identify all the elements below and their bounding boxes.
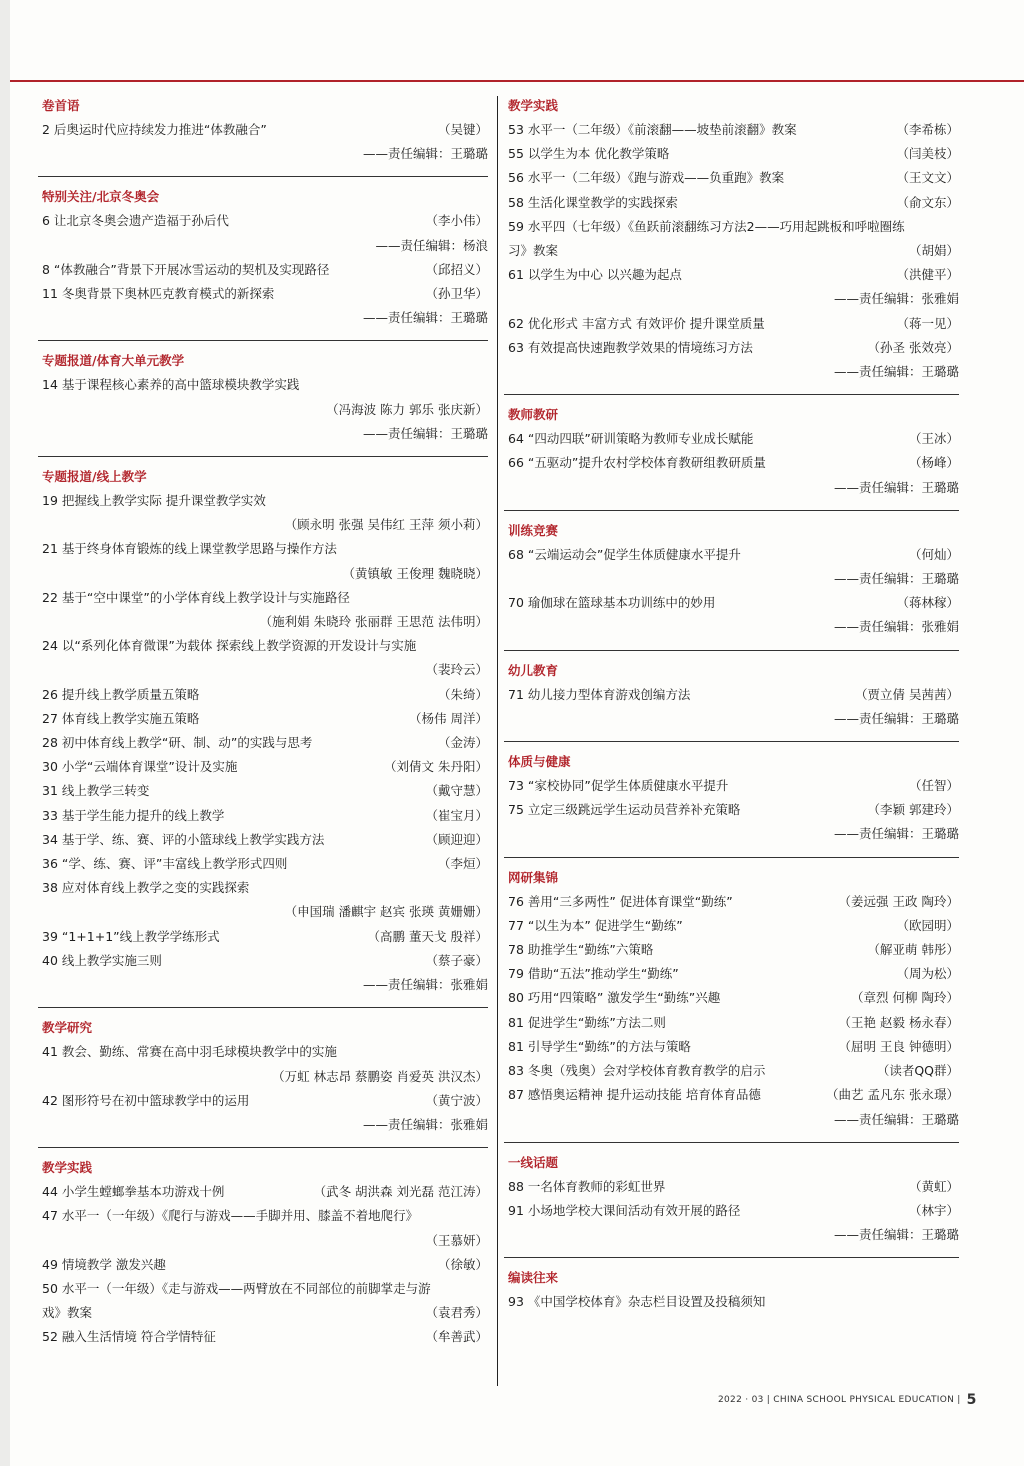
article-authors: （洪健平） bbox=[896, 267, 959, 283]
toc-entry bbox=[38, 683, 488, 707]
section-title: 教师教研 bbox=[508, 407, 559, 423]
toc-entry bbox=[38, 373, 488, 397]
section-divider bbox=[38, 340, 488, 341]
article-authors: （吴键） bbox=[437, 122, 488, 137]
article-authors: （崔宝月） bbox=[425, 807, 488, 823]
toc-section bbox=[504, 1142, 959, 1248]
article-title: 71 幼儿接力型体育游戏创编方法 bbox=[508, 686, 691, 702]
responsible-editor: ——责任编辑：王璐璐 bbox=[833, 1227, 959, 1243]
article-title: 62 优化形式 丰富方式 有效评价 提升课堂质量 bbox=[508, 315, 765, 331]
toc-entry bbox=[504, 1175, 959, 1199]
article-authors: （胡娟） bbox=[908, 243, 959, 259]
article-authors: （王慕妍） bbox=[425, 1232, 488, 1248]
toc-right-column bbox=[504, 96, 959, 1325]
toc-entry bbox=[38, 876, 488, 900]
article-title: 6 让北京冬奥会遗产造福于孙后代 bbox=[42, 213, 229, 229]
article-title: 68 “云端运动会”促学生体质健康水平提升 bbox=[508, 546, 741, 562]
toc-entry bbox=[38, 828, 488, 852]
toc-entry bbox=[504, 239, 959, 263]
section-divider bbox=[504, 857, 959, 858]
article-authors: （王艳 赵毅 杨永春） bbox=[838, 1014, 959, 1030]
header-red-rule bbox=[10, 80, 1024, 82]
page-footer bbox=[718, 1392, 977, 1408]
toc-entry bbox=[38, 1277, 488, 1301]
toc-section bbox=[38, 176, 488, 330]
article-authors: （欧园明） bbox=[896, 917, 959, 933]
article-title: 36 “学、练、赛、评”丰富线上教学形式四则 bbox=[42, 856, 288, 872]
article-title: 56 水平一（二年级）《跑与游戏——负重跑》教案 bbox=[508, 170, 785, 186]
footer-issue: 2022 · 03 | CHINA SCHOOL PHYSICAL EDUCATION | bbox=[718, 1395, 961, 1405]
toc-entry bbox=[38, 1040, 488, 1064]
toc-entry bbox=[504, 938, 959, 962]
article-authors: （何灿） bbox=[908, 546, 959, 562]
article-title: 63 有效提高快速跑教学效果的情境练习方法 bbox=[508, 339, 753, 355]
article-authors: （袁君秀） bbox=[425, 1305, 488, 1321]
article-authors: （邱招义） bbox=[425, 261, 488, 277]
article-title: 79 借助“五法”推动学生“勤练” bbox=[508, 966, 679, 982]
article-title: 58 生活化课堂教学的实践探索 bbox=[508, 194, 678, 210]
toc-entry bbox=[504, 1083, 959, 1107]
toc-entry bbox=[504, 962, 959, 986]
article-title: 66 “五驱动”提升农村学校体育教研组教研质量 bbox=[508, 455, 766, 471]
article-authors: （王冰） bbox=[908, 431, 959, 447]
toc-left-column bbox=[38, 96, 488, 1360]
toc-entry bbox=[38, 1301, 488, 1325]
toc-entry bbox=[38, 925, 488, 949]
toc-entry bbox=[38, 804, 488, 828]
article-authors: （李颖 郭建玲） bbox=[867, 802, 959, 818]
article-title: 40 线上教学实施三则 bbox=[42, 952, 162, 968]
article-authors: （冯海波 陈力 郭乐 张庆新） bbox=[326, 401, 488, 417]
responsible-editor: ——责任编辑：杨浪 bbox=[375, 237, 488, 253]
article-authors: （王文文） bbox=[896, 170, 959, 186]
article-authors: （蒋林稼） bbox=[896, 595, 959, 611]
toc-section bbox=[504, 96, 959, 384]
article-authors: （施利娟 朱晓玲 张丽群 王思范 法伟明） bbox=[259, 614, 488, 630]
section-title: 教学实践 bbox=[508, 98, 559, 113]
toc-entry bbox=[504, 986, 959, 1010]
article-title: 49 情境教学 激发兴趣 bbox=[42, 1256, 166, 1272]
responsible-editor: ——责任编辑：王璐璐 bbox=[833, 479, 959, 495]
article-title: 34 基于学、练、赛、评的小篮球线上教学实践方法 bbox=[42, 831, 325, 847]
toc-entry bbox=[504, 312, 959, 336]
article-title: 73 “家校协同”促学生体质健康水平提升 bbox=[508, 778, 729, 794]
article-title: 24 以“系列化体育微课”为载体 探索线上教学资源的开发设计与实施 bbox=[42, 638, 417, 654]
article-title: 38 应对体育线上教学之变的实践探索 bbox=[42, 880, 250, 896]
article-authors: （黄虹） bbox=[908, 1178, 959, 1194]
article-authors: （周为松） bbox=[896, 966, 959, 982]
toc-entry bbox=[504, 336, 959, 360]
article-title: 83 冬奥（残奥）会对学校体育教育教学的启示 bbox=[508, 1063, 766, 1079]
responsible-editor: ——责任编辑：张雅娟 bbox=[362, 1116, 488, 1132]
toc-entry bbox=[504, 543, 959, 567]
toc-section bbox=[38, 340, 488, 446]
article-authors: （林宇） bbox=[908, 1202, 959, 1218]
section-title: 专题报道/体育大单元教学 bbox=[42, 353, 185, 369]
toc-section bbox=[504, 510, 959, 640]
article-authors: （刘倩文 朱丹阳） bbox=[384, 759, 488, 775]
responsible-editor: ——责任编辑：张雅娟 bbox=[833, 291, 959, 307]
article-title: 59 水平四（七年级）《鱼跃前滚翻练习方法2——巧用起跳板和呼啦圈练 bbox=[508, 218, 905, 234]
article-authors: （申国瑞 潘麒宇 赵宾 张瑛 黄姗姗） bbox=[284, 904, 488, 920]
article-authors: （万虹 林志昂 蔡鹏姿 肖爱英 洪汉杰） bbox=[272, 1068, 488, 1084]
section-title: 训练竞赛 bbox=[508, 522, 559, 538]
toc-entry bbox=[504, 591, 959, 615]
article-title: 31 线上教学三转变 bbox=[42, 783, 150, 799]
article-authors: （徐敏） bbox=[437, 1256, 488, 1272]
article-title: 47 水平一（一年级）《爬行与游戏——手脚并用、膝盖不着地爬行》 bbox=[42, 1208, 419, 1224]
toc-entry bbox=[38, 1325, 488, 1349]
responsible-editor: ——责任编辑：王璐璐 bbox=[362, 146, 488, 162]
magazine-page bbox=[10, 0, 1024, 1466]
toc-entry bbox=[38, 1180, 488, 1204]
toc-entry bbox=[504, 890, 959, 914]
article-authors: （任智） bbox=[908, 778, 959, 794]
section-divider bbox=[504, 1142, 959, 1143]
article-title: 91 小场地学校大课间活动有效开展的路径 bbox=[508, 1202, 741, 1218]
article-title: 14 基于课程核心素养的高中篮球模块教学实践 bbox=[42, 377, 300, 393]
section-divider bbox=[38, 456, 488, 457]
toc-entry bbox=[504, 451, 959, 475]
toc-entry bbox=[38, 258, 488, 282]
toc-entry bbox=[38, 852, 488, 876]
responsible-editor: ——责任编辑：王璐璐 bbox=[362, 425, 488, 441]
toc-section bbox=[38, 456, 488, 997]
toc-section bbox=[504, 1257, 959, 1314]
article-authors: （屈明 王良 钟德明） bbox=[838, 1038, 959, 1054]
article-title: 戏》教案 bbox=[42, 1305, 93, 1321]
article-authors: （金涛） bbox=[437, 735, 488, 751]
article-title: 39 “1+1+1”线上教学学练形式 bbox=[42, 928, 220, 944]
article-authors: （杨伟 周洋） bbox=[409, 710, 488, 726]
toc-entry bbox=[38, 707, 488, 731]
toc-section bbox=[38, 1147, 488, 1349]
toc-section bbox=[38, 96, 488, 166]
section-title: 网研集锦 bbox=[508, 869, 559, 885]
article-authors: （贾立倩 吴茜茜） bbox=[855, 686, 959, 702]
article-title: 11 冬奥背景下奥林匹克教育模式的新探索 bbox=[42, 286, 275, 302]
toc-section bbox=[504, 741, 959, 847]
toc-entry bbox=[504, 914, 959, 938]
toc-entry bbox=[38, 209, 488, 233]
article-authors: （戴守慧） bbox=[425, 783, 488, 799]
article-title: 88 一名体育教师的彩虹世界 bbox=[508, 1178, 666, 1194]
article-authors: （孙卫华） bbox=[425, 286, 488, 302]
section-divider bbox=[504, 650, 959, 651]
article-authors: （姜远强 王政 陶玲） bbox=[838, 893, 959, 909]
toc-section bbox=[504, 650, 959, 731]
article-title: 55 以学生为本 优化教学策略 bbox=[508, 146, 670, 162]
article-authors: （杨峰） bbox=[908, 455, 959, 471]
toc-entry bbox=[38, 634, 488, 658]
article-authors: （曲艺 孟凡东 张永璟） bbox=[826, 1087, 959, 1103]
responsible-editor: ——责任编辑：王璐璐 bbox=[833, 364, 959, 380]
article-authors: （黄宁波） bbox=[425, 1092, 488, 1108]
section-title: 幼儿教育 bbox=[508, 662, 559, 678]
article-title: 8 “体教融合”背景下开展冰雪运动的契机及实现路径 bbox=[42, 261, 330, 277]
article-authors: （蔡子豪） bbox=[425, 952, 488, 968]
toc-entry bbox=[504, 263, 959, 287]
article-title: 42 图形符号在初中篮球教学中的运用 bbox=[42, 1092, 250, 1108]
article-title: 28 初中体育线上教学“研、制、动”的实践与思考 bbox=[42, 735, 313, 751]
toc-entry bbox=[38, 537, 488, 561]
toc-section bbox=[504, 857, 959, 1132]
section-title: 一线话题 bbox=[508, 1154, 559, 1170]
article-title: 26 提升线上教学质量五策略 bbox=[42, 686, 200, 702]
article-title: 77 “以生为本” 促进学生“勤练” bbox=[508, 917, 683, 933]
article-title: 52 融入生活情境 符合学情特征 bbox=[42, 1329, 216, 1345]
article-title: 93 《中国学校体育》杂志栏目设置及投稿须知 bbox=[508, 1294, 766, 1310]
toc-entry bbox=[504, 215, 959, 239]
toc-entry bbox=[38, 118, 488, 142]
responsible-editor: ——责任编辑：王璐璐 bbox=[833, 826, 959, 842]
toc-entry bbox=[504, 683, 959, 707]
page-number: 5 bbox=[966, 1392, 977, 1408]
article-title: 41 教会、勤练、常赛在高中羽毛球模块教学中的实施 bbox=[42, 1044, 337, 1060]
section-title: 教学实践 bbox=[42, 1160, 93, 1176]
article-authors: （李小伟） bbox=[425, 213, 488, 229]
article-title: 2 后奥运时代应持续发力推进“体教融合” bbox=[42, 122, 267, 137]
article-title: 87 感悟奥运精神 提升运动技能 培育体育品德 bbox=[508, 1087, 761, 1103]
article-title: 64 “四动四联”研训策略为教师专业成长赋能 bbox=[508, 431, 754, 447]
section-title: 卷首语 bbox=[42, 98, 80, 113]
section-title: 编读往来 bbox=[508, 1270, 559, 1286]
section-title: 专题报道/线上教学 bbox=[42, 469, 147, 485]
article-authors: （武冬 胡洪森 刘光磊 范江涛） bbox=[313, 1184, 488, 1200]
responsible-editor: ——责任编辑：王璐璐 bbox=[833, 571, 959, 587]
toc-entry bbox=[38, 731, 488, 755]
toc-entry bbox=[504, 1035, 959, 1059]
article-title: 78 助推学生“勤练”六策略 bbox=[508, 942, 654, 958]
responsible-editor: ——责任编辑：王璐璐 bbox=[833, 710, 959, 726]
toc-entry bbox=[504, 1011, 959, 1035]
article-title: 81 引导学生“勤练”的方法与策略 bbox=[508, 1038, 691, 1054]
article-title: 22 基于“空中课堂”的小学体育线上教学设计与实施路径 bbox=[42, 589, 350, 605]
toc-entry bbox=[504, 1199, 959, 1223]
responsible-editor: ——责任编辑：张雅娟 bbox=[833, 619, 959, 635]
article-title: 27 体育线上教学实施五策略 bbox=[42, 710, 200, 726]
article-title: 习》教案 bbox=[508, 243, 559, 259]
toc-entry bbox=[504, 1290, 959, 1314]
toc-entry bbox=[38, 1089, 488, 1113]
article-authors: （俞文东） bbox=[896, 194, 959, 210]
section-divider bbox=[504, 1257, 959, 1258]
article-title: 44 小学生螳螂拳基本功游戏十例 bbox=[42, 1184, 225, 1200]
section-divider bbox=[504, 510, 959, 511]
article-title: 81 促进学生“勤练”方法二则 bbox=[508, 1014, 666, 1030]
toc-entry bbox=[38, 282, 488, 306]
article-authors: （李希栋） bbox=[896, 122, 959, 137]
toc-entry bbox=[504, 118, 959, 142]
toc-entry bbox=[38, 586, 488, 610]
article-title: 30 小学“云端体育课堂”设计及实施 bbox=[42, 759, 238, 775]
article-authors: （裴玲云） bbox=[425, 662, 488, 678]
article-authors: （蒋一见） bbox=[896, 315, 959, 331]
article-authors: （黄镇敏 王俊理 魏晓晓） bbox=[342, 565, 488, 581]
article-authors: （朱绮） bbox=[437, 686, 488, 702]
toc-entry bbox=[38, 1253, 488, 1277]
article-title: 75 立定三级跳远学生运动员营养补充策略 bbox=[508, 802, 741, 818]
section-divider bbox=[38, 1147, 488, 1148]
toc-entry bbox=[38, 949, 488, 973]
toc-section bbox=[504, 394, 959, 500]
article-title: 33 基于学生能力提升的线上教学 bbox=[42, 807, 225, 823]
column-divider bbox=[497, 96, 498, 1386]
toc-entry bbox=[504, 166, 959, 190]
article-authors: （解亚萌 韩彤） bbox=[867, 942, 959, 958]
responsible-editor: ——责任编辑：王璐璐 bbox=[362, 310, 488, 326]
toc-entry bbox=[504, 774, 959, 798]
article-authors: （读者QQ群） bbox=[876, 1063, 959, 1079]
toc-entry bbox=[504, 427, 959, 451]
article-title: 19 把握线上教学实际 提升课堂教学实效 bbox=[42, 493, 266, 509]
toc-entry bbox=[504, 798, 959, 822]
section-title: 特别关注/北京冬奥会 bbox=[42, 189, 160, 205]
section-divider bbox=[38, 176, 488, 177]
article-authors: （高鹏 董天戈 殷祥） bbox=[367, 928, 488, 944]
article-authors: （李烜） bbox=[437, 856, 488, 872]
article-title: 61 以学生为中心 以兴趣为起点 bbox=[508, 267, 682, 283]
article-authors: （顾迎迎） bbox=[425, 831, 488, 847]
responsible-editor: ——责任编辑：张雅娟 bbox=[362, 977, 488, 993]
article-title: 21 基于终身体育锻炼的线上课堂教学思路与操作方法 bbox=[42, 541, 337, 557]
toc-entry bbox=[504, 1059, 959, 1083]
section-title: 教学研究 bbox=[42, 1020, 93, 1036]
article-title: 80 巧用“四策略” 激发学生“勤练”兴趣 bbox=[508, 990, 721, 1006]
article-authors: （章烈 何柳 陶玲） bbox=[851, 990, 959, 1006]
toc-entry bbox=[38, 1204, 488, 1228]
toc-section bbox=[38, 1007, 488, 1137]
responsible-editor: ——责任编辑：王璐璐 bbox=[833, 1111, 959, 1127]
toc-entry bbox=[38, 779, 488, 803]
section-title: 体质与健康 bbox=[508, 754, 571, 770]
toc-entry bbox=[38, 755, 488, 779]
section-divider bbox=[38, 1007, 488, 1008]
article-title: 76 善用“三多两性” 促进体育课堂“勤练” bbox=[508, 893, 733, 909]
section-divider bbox=[504, 741, 959, 742]
article-authors: （孙圣 张效亮） bbox=[867, 339, 959, 355]
article-authors: （闫美枝） bbox=[896, 146, 959, 162]
article-authors: （牟善武） bbox=[425, 1329, 488, 1345]
toc-entry bbox=[38, 489, 488, 513]
article-title: 53 水平一（二年级）《前滚翻——坡垫前滚翻》教案 bbox=[508, 122, 797, 137]
article-title: 50 水平一（一年级）《走与游戏——两臂放在不同部位的前脚掌走与游 bbox=[42, 1280, 431, 1296]
toc-entry bbox=[504, 191, 959, 215]
article-title: 70 瑜伽球在篮球基本功训练中的妙用 bbox=[508, 595, 716, 611]
toc-entry bbox=[504, 142, 959, 166]
section-divider bbox=[504, 394, 959, 395]
article-authors: （顾永明 张强 吴伟红 王萍 须小莉） bbox=[284, 517, 488, 533]
